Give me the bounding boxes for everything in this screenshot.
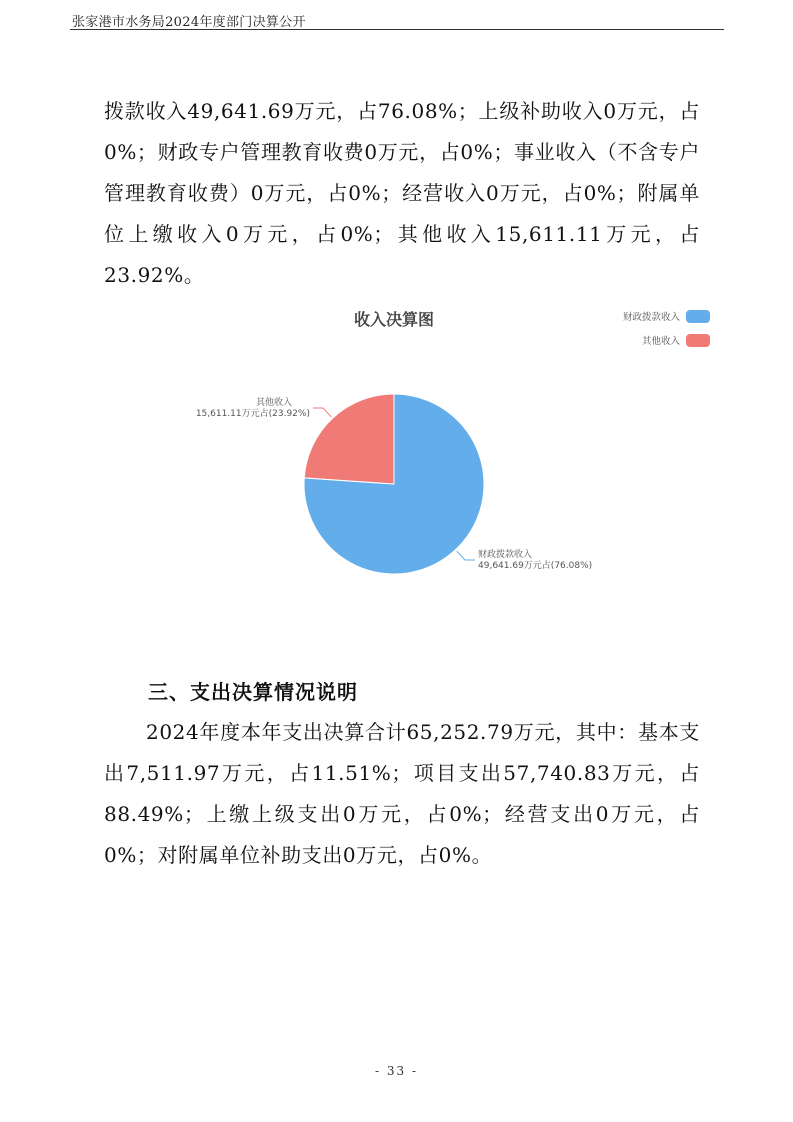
pie-slices xyxy=(304,394,484,574)
slice-value-label-series-0: 49,641.69万元占(76.08%) xyxy=(478,561,593,571)
slice-name-label-series-0: 财政拨款收入 xyxy=(478,550,533,560)
legend-label-series-1: 其他收入 xyxy=(641,336,680,347)
legend-swatch-series-0 xyxy=(686,310,710,323)
running-header: 张家港市水务局2024年度部门决算公开 xyxy=(72,15,306,30)
legend-swatch-series-1 xyxy=(686,334,710,347)
expense-paragraph: 2024年度本年支出决算合计65,252.79万元，其中：基本支出7,511.97万元，占11.51%；项目支出57,740.83万元，占88.49%；上缴上级支出0万元，占0%；经营支出0万元，占0%；对附属单位补助支出0万元，占0%。 xyxy=(104,720,700,867)
page-number: - 33 - xyxy=(374,1064,418,1078)
chart-legend xyxy=(623,310,710,347)
header-rule xyxy=(70,29,724,30)
leader-line-series-1 xyxy=(313,408,331,417)
leader-line-series-0 xyxy=(457,551,475,560)
income-paragraph: 拨款收入49,641.69万元，占76.08%；上级补助收入0万元，占0%；财政专户管理教育收费0万元，占0%；事业收入（不含专户管理教育收费）0万元，占0%；经营收入0万元，占0%；附属单位上缴收入0万元，占0%；其他收入15,611.11万元，占23.92%。 xyxy=(104,99,700,287)
legend-label-series-0: 财政拨款收入 xyxy=(622,312,680,323)
chart-title: 收入决算图 xyxy=(353,310,435,329)
income-pie-chart xyxy=(150,296,730,596)
slice-value-label-series-1: 15,611.11万元占(23.92%) xyxy=(195,409,310,419)
section-heading: 三、支出决算情况说明 xyxy=(148,680,358,704)
slice-name-label-series-1: 其他收入 xyxy=(255,398,292,408)
